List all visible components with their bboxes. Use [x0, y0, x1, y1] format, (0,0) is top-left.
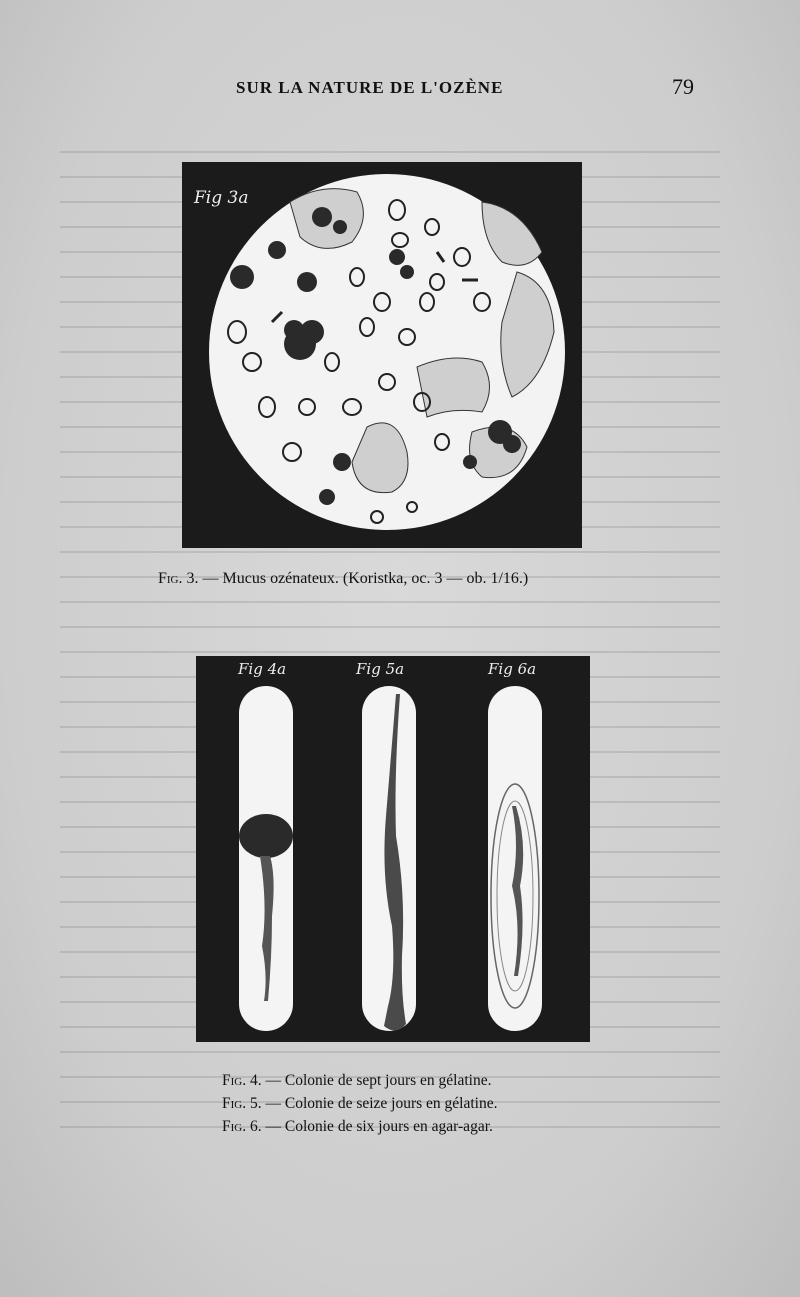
figure-6-caption-text: — Colonie de six jours en agar-agar. [261, 1118, 493, 1135]
figure-3-label: Fig 3a [194, 188, 249, 208]
figure-5-caption [222, 1092, 498, 1115]
figure-4-label: Fig 4a [238, 660, 287, 678]
figure-3-plate [182, 162, 582, 548]
tube-6 [488, 686, 542, 1031]
figure-3-caption-text: — Mucus ozénateux. (Koristka, oc. 3 — ob. 1/16.) [198, 570, 529, 587]
figure-6-caption-prefix: Fig. 6. [222, 1118, 262, 1135]
figure-5-caption-text: — Colonie de seize jours en gélatine. [261, 1095, 498, 1112]
page-number: 79 [672, 74, 694, 99]
figures-4-6-captions [222, 1069, 498, 1138]
figure-4-caption [222, 1069, 498, 1092]
figure-4-caption-text: — Colonie de sept jours en gélatine. [261, 1072, 492, 1089]
figure-6-caption [222, 1115, 498, 1138]
microscope-field-illustration [182, 162, 582, 548]
figure-5-caption-prefix: Fig. 5. [222, 1095, 262, 1112]
figures-4-6-plate [196, 656, 590, 1042]
culture-tubes-illustration [196, 656, 590, 1042]
figure-6-label: Fig 6a [488, 660, 537, 678]
figure-4-caption-prefix: Fig. 4. [222, 1072, 262, 1089]
figure-3-caption [158, 570, 528, 588]
tube-4 [239, 686, 293, 1031]
tube-5 [362, 686, 416, 1031]
running-head [0, 74, 800, 104]
figure-3-caption-prefix: Fig. 3. [158, 570, 199, 587]
figure-5-label: Fig 5a [356, 660, 405, 678]
running-title: SUR LA NATURE DE L'OZÈNE [236, 78, 504, 97]
